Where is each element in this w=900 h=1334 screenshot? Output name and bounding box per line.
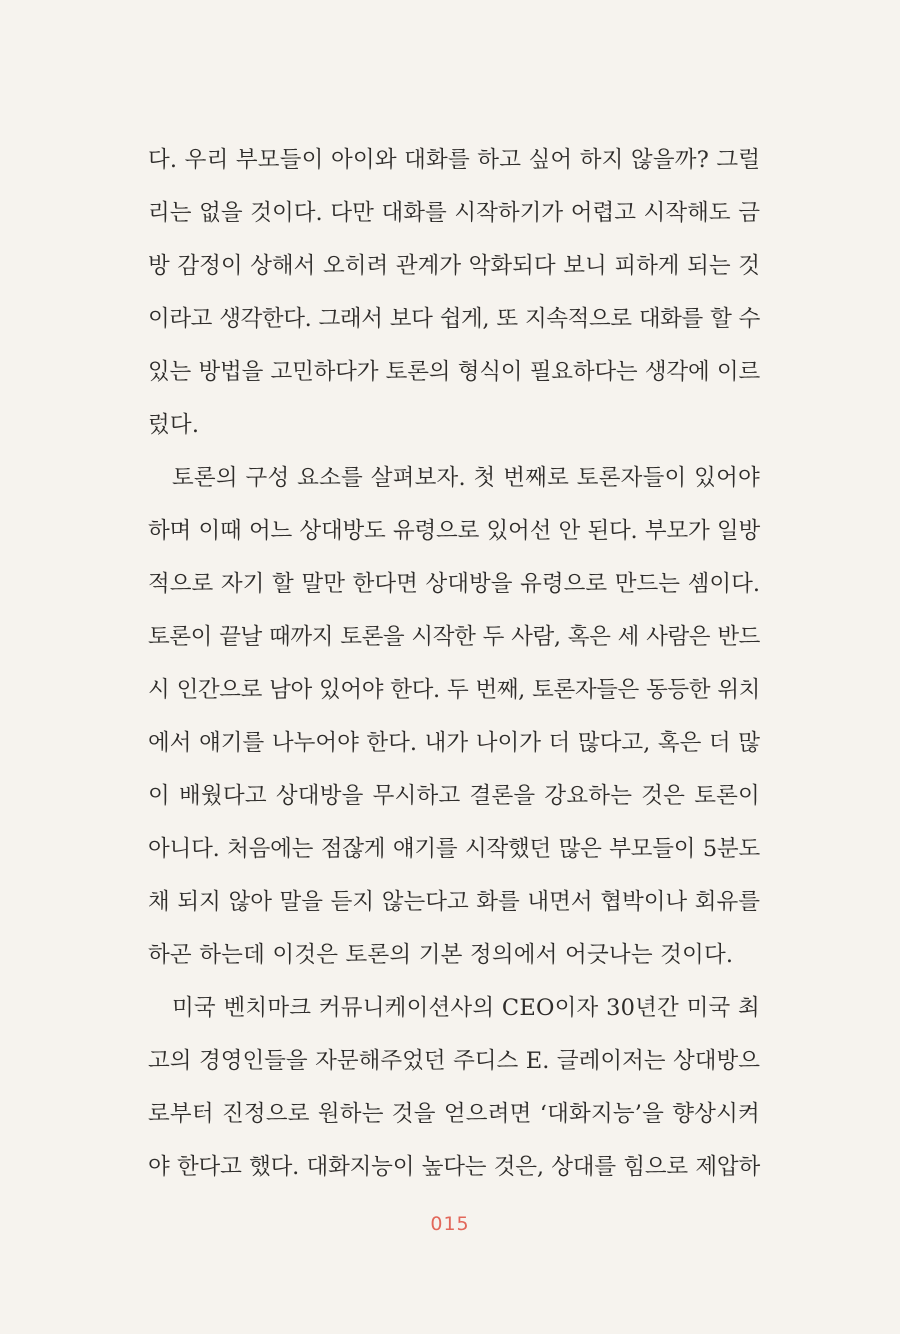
- text-line: 적으로 자기 할 말만 한다면 상대방을 유령으로 만드는 셈이다.: [148, 571, 760, 597]
- text-line: 다. 우리 부모들이 아이와 대화를 하고 싶어 하지 않을까? 그럴: [148, 147, 761, 173]
- text-line: 미국 벤치마크 커뮤니케이션사의 CEO이자 30년간 미국 최: [172, 995, 760, 1021]
- text-line: 고의 경영인들을 자문해주었던 주디스 E. 글레이저는 상대방으: [148, 1048, 760, 1074]
- text-line: 채 되지 않아 말을 듣지 않는다고 화를 내면서 협박이나 회유를: [148, 889, 760, 915]
- text-line: 이 배웠다고 상대방을 무시하고 결론을 강요하는 것은 토론이: [148, 783, 760, 809]
- text-line: 토론의 구성 요소를 살펴보자. 첫 번째로 토론자들이 있어야: [172, 465, 760, 491]
- text-line: 아니다. 처음에는 점잖게 얘기를 시작했던 많은 부모들이 5분도: [148, 836, 760, 862]
- text-line: 방 감정이 상해서 오히려 관계가 악화되다 보니 피하게 되는 것: [148, 253, 760, 279]
- text-line: 렀다.: [148, 412, 200, 438]
- text-line: 토론이 끝날 때까지 토론을 시작한 두 사람, 혹은 세 사람은 반드: [148, 624, 760, 650]
- text-line: 시 인간으로 남아 있어야 한다. 두 번째, 토론자들은 동등한 위치: [148, 677, 760, 703]
- text-line: 하며 이때 어느 상대방도 유령으로 있어선 안 된다. 부모가 일방: [148, 518, 760, 544]
- text-line: 야 한다고 했다. 대화지능이 높다는 것은, 상대를 힘으로 제압하: [148, 1154, 760, 1180]
- text-line: 로부터 진정으로 원하는 것을 얻으려면 ‘대화지능’을 향상시켜: [148, 1101, 760, 1127]
- text-line: 리는 없을 것이다. 다만 대화를 시작하기가 어렵고 시작해도 금: [148, 200, 760, 226]
- text-line: 이라고 생각한다. 그래서 보다 쉽게, 또 지속적으로 대화를 할 수: [148, 306, 760, 332]
- text-line: 에서 얘기를 나누어야 한다. 내가 나이가 더 많다고, 혹은 더 많: [148, 730, 760, 756]
- body-text: [148, 134, 760, 1194]
- text-line: 하곤 하는데 이것은 토론의 기본 정의에서 어긋나는 것이다.: [148, 942, 734, 968]
- page-number: 015: [430, 1213, 470, 1235]
- text-line: 있는 방법을 고민하다가 토론의 형식이 필요하다는 생각에 이르: [148, 359, 760, 385]
